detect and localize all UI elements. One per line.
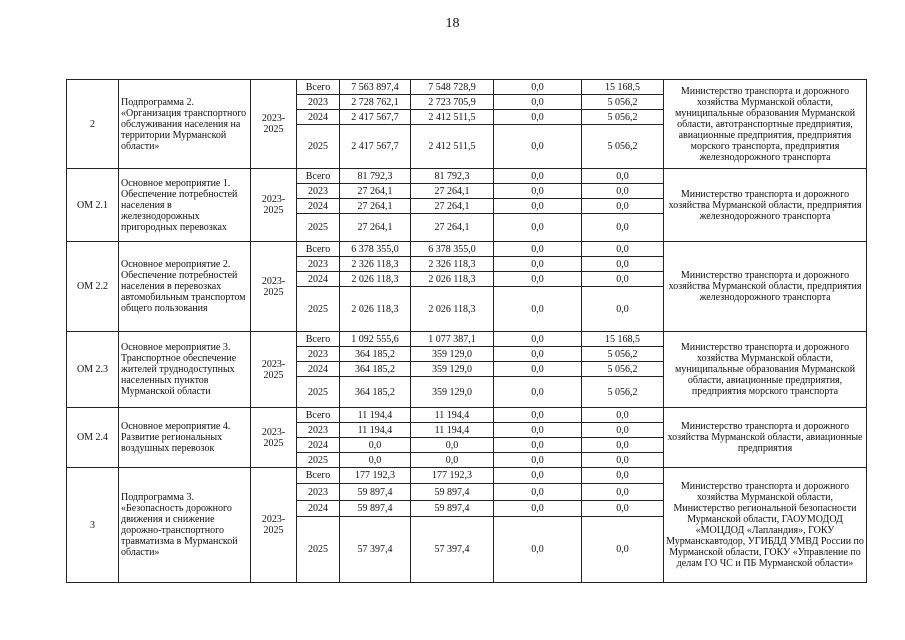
year-cell: Всего <box>297 468 340 484</box>
total-value-cell: 364 185,2 <box>340 347 411 362</box>
row-period: 2023-2025 <box>251 80 297 169</box>
regional-value-cell: 1 077 387,1 <box>411 332 494 347</box>
year-cell: 2025 <box>297 125 340 169</box>
total-value-cell: 59 897,4 <box>340 484 411 501</box>
federal-value-cell: 0,0 <box>494 199 582 214</box>
year-cell: Всего <box>297 242 340 257</box>
total-value-cell: 57 397,4 <box>340 517 411 583</box>
federal-value-cell: 0,0 <box>494 272 582 287</box>
local-value-cell: 5 056,2 <box>582 95 664 110</box>
regional-value-cell: 11 194,4 <box>411 423 494 438</box>
federal-value-cell: 0,0 <box>494 501 582 517</box>
federal-value-cell: 0,0 <box>494 453 582 468</box>
year-cell: 2025 <box>297 377 340 408</box>
federal-value-cell: 0,0 <box>494 287 582 332</box>
year-cell: 2025 <box>297 517 340 583</box>
local-value-cell: 0,0 <box>582 484 664 501</box>
total-value-cell: 11 194,4 <box>340 408 411 423</box>
row-code: ОМ 2.3 <box>67 332 119 408</box>
total-value-cell: 177 192,3 <box>340 468 411 484</box>
year-cell: 2025 <box>297 287 340 332</box>
row-period: 2023-2025 <box>251 242 297 332</box>
local-value-cell: 15 168,5 <box>582 332 664 347</box>
row-code: ОМ 2.4 <box>67 408 119 468</box>
federal-value-cell: 0,0 <box>494 347 582 362</box>
regional-value-cell: 59 897,4 <box>411 501 494 517</box>
federal-value-cell: 0,0 <box>494 95 582 110</box>
budget-table-body <box>67 80 867 583</box>
year-cell: 2025 <box>297 453 340 468</box>
total-value-cell: 0,0 <box>340 438 411 453</box>
table-row <box>67 80 867 95</box>
local-value-cell: 0,0 <box>582 184 664 199</box>
regional-value-cell: 2 723 705,9 <box>411 95 494 110</box>
page-number: 18 <box>445 16 460 31</box>
total-value-cell: 27 264,1 <box>340 199 411 214</box>
local-value-cell: 0,0 <box>582 169 664 184</box>
regional-value-cell: 0,0 <box>411 438 494 453</box>
row-period: 2023-2025 <box>251 169 297 242</box>
year-cell: Всего <box>297 408 340 423</box>
total-value-cell: 364 185,2 <box>340 377 411 408</box>
federal-value-cell: 0,0 <box>494 468 582 484</box>
year-cell: 2024 <box>297 362 340 377</box>
table-row <box>67 332 867 347</box>
year-cell: 2023 <box>297 484 340 501</box>
total-value-cell: 7 563 897,4 <box>340 80 411 95</box>
regional-value-cell: 27 264,1 <box>411 199 494 214</box>
executor-cell: Министерство транспорта и дорожного хозяйства Мурманской области, Министерство региональной безопасности Мурманской области, ГАОУМОДОД «МОЦДОД «Лапландия», ГОКУ Мурманскавтодор, УГИБДД УМВД России по Мурманской области, ГОКУ «Управление по делам ГО ЧС и ПБ Мурманской области» <box>664 468 867 583</box>
total-value-cell: 2 417 567,7 <box>340 125 411 169</box>
executor-cell: Министерство транспорта и дорожного хозяйства Мурманской области, авиационные предприятия <box>664 408 867 468</box>
executor-cell: Министерство транспорта и дорожного хозяйства Мурманской области, муниципальные образования Мурманской области, авиационные предприятия, предприятия морского транспорта <box>664 332 867 408</box>
local-value-cell: 0,0 <box>582 214 664 242</box>
regional-value-cell: 2 026 118,3 <box>411 287 494 332</box>
local-value-cell: 0,0 <box>582 468 664 484</box>
year-cell: 2023 <box>297 347 340 362</box>
total-value-cell: 1 092 555,6 <box>340 332 411 347</box>
executor-cell: Министерство транспорта и дорожного хозяйства Мурманской области, предприятия железнодорожного транспорта <box>664 169 867 242</box>
total-value-cell: 59 897,4 <box>340 501 411 517</box>
regional-value-cell: 11 194,4 <box>411 408 494 423</box>
regional-value-cell: 27 264,1 <box>411 214 494 242</box>
budget-table <box>66 79 867 583</box>
year-cell: 2023 <box>297 184 340 199</box>
year-cell: Всего <box>297 80 340 95</box>
year-cell: 2024 <box>297 272 340 287</box>
year-cell: 2024 <box>297 501 340 517</box>
row-name: Основное мероприятие 2. Обеспечение потребностей населения в перевозках автомобильным транспортом общего пользования <box>119 242 251 332</box>
regional-value-cell: 7 548 728,9 <box>411 80 494 95</box>
local-value-cell: 0,0 <box>582 501 664 517</box>
row-period: 2023-2025 <box>251 468 297 583</box>
year-cell: 2024 <box>297 199 340 214</box>
total-value-cell: 6 378 355,0 <box>340 242 411 257</box>
federal-value-cell: 0,0 <box>494 257 582 272</box>
year-cell: 2023 <box>297 257 340 272</box>
federal-value-cell: 0,0 <box>494 125 582 169</box>
regional-value-cell: 2 326 118,3 <box>411 257 494 272</box>
total-value-cell: 11 194,4 <box>340 423 411 438</box>
regional-value-cell: 59 897,4 <box>411 484 494 501</box>
local-value-cell: 0,0 <box>582 408 664 423</box>
year-cell: 2024 <box>297 110 340 125</box>
year-cell: 2024 <box>297 438 340 453</box>
year-cell: Всего <box>297 169 340 184</box>
total-value-cell: 364 185,2 <box>340 362 411 377</box>
executor-cell: Министерство транспорта и дорожного хозяйства Мурманской области, муниципальные образования Мурманской области, автотранспортные предприятия, авиационные предприятия, предприятия морского транспорта, предприятия железнодорожного транспорта <box>664 80 867 169</box>
year-cell: 2025 <box>297 214 340 242</box>
local-value-cell: 0,0 <box>582 438 664 453</box>
year-cell: 2023 <box>297 95 340 110</box>
local-value-cell: 0,0 <box>582 517 664 583</box>
federal-value-cell: 0,0 <box>494 484 582 501</box>
local-value-cell: 0,0 <box>582 453 664 468</box>
local-value-cell: 0,0 <box>582 199 664 214</box>
regional-value-cell: 81 792,3 <box>411 169 494 184</box>
regional-value-cell: 0,0 <box>411 453 494 468</box>
federal-value-cell: 0,0 <box>494 408 582 423</box>
local-value-cell: 5 056,2 <box>582 377 664 408</box>
local-value-cell: 0,0 <box>582 242 664 257</box>
federal-value-cell: 0,0 <box>494 362 582 377</box>
executor-cell: Министерство транспорта и дорожного хозяйства Мурманской области, предприятия железнодорожного транспорта <box>664 242 867 332</box>
regional-value-cell: 359 129,0 <box>411 347 494 362</box>
row-name: Основное мероприятие 4. Развитие региональных воздушных перевозок <box>119 408 251 468</box>
row-name: Основное мероприятие 3. Транспортное обеспечение жителей труднодоступных населенных пунктов Мурманской области <box>119 332 251 408</box>
total-value-cell: 27 264,1 <box>340 184 411 199</box>
row-code: ОМ 2.1 <box>67 169 119 242</box>
federal-value-cell: 0,0 <box>494 184 582 199</box>
federal-value-cell: 0,0 <box>494 169 582 184</box>
row-name: Подпрограмма 2. «Организация транспортного обслуживания населения на территории Мурманской области» <box>119 80 251 169</box>
regional-value-cell: 2 412 511,5 <box>411 125 494 169</box>
federal-value-cell: 0,0 <box>494 80 582 95</box>
federal-value-cell: 0,0 <box>494 377 582 408</box>
federal-value-cell: 0,0 <box>494 423 582 438</box>
federal-value-cell: 0,0 <box>494 110 582 125</box>
local-value-cell: 0,0 <box>582 272 664 287</box>
federal-value-cell: 0,0 <box>494 332 582 347</box>
row-code: 3 <box>67 468 119 583</box>
year-cell: 2023 <box>297 423 340 438</box>
row-code: 2 <box>67 80 119 169</box>
regional-value-cell: 177 192,3 <box>411 468 494 484</box>
federal-value-cell: 0,0 <box>494 438 582 453</box>
regional-value-cell: 27 264,1 <box>411 184 494 199</box>
local-value-cell: 0,0 <box>582 257 664 272</box>
total-value-cell: 2 026 118,3 <box>340 287 411 332</box>
total-value-cell: 2 326 118,3 <box>340 257 411 272</box>
table-row <box>67 169 867 184</box>
local-value-cell: 5 056,2 <box>582 347 664 362</box>
total-value-cell: 2 417 567,7 <box>340 110 411 125</box>
local-value-cell: 5 056,2 <box>582 125 664 169</box>
table-row <box>67 468 867 484</box>
local-value-cell: 5 056,2 <box>582 110 664 125</box>
total-value-cell: 2 026 118,3 <box>340 272 411 287</box>
regional-value-cell: 57 397,4 <box>411 517 494 583</box>
federal-value-cell: 0,0 <box>494 214 582 242</box>
table-row <box>67 408 867 423</box>
row-period: 2023-2025 <box>251 408 297 468</box>
federal-value-cell: 0,0 <box>494 517 582 583</box>
local-value-cell: 0,0 <box>582 423 664 438</box>
local-value-cell: 5 056,2 <box>582 362 664 377</box>
year-cell: Всего <box>297 332 340 347</box>
row-name: Основное мероприятие 1. Обеспечение потребностей населения в железнодорожных пригородных перевозках <box>119 169 251 242</box>
row-period: 2023-2025 <box>251 332 297 408</box>
total-value-cell: 0,0 <box>340 453 411 468</box>
regional-value-cell: 359 129,0 <box>411 362 494 377</box>
total-value-cell: 27 264,1 <box>340 214 411 242</box>
total-value-cell: 81 792,3 <box>340 169 411 184</box>
row-name: Подпрограмма 3. «Безопасность дорожного движения и снижение дорожно-транспортного травматизма в Мурманской области» <box>119 468 251 583</box>
row-code: ОМ 2.2 <box>67 242 119 332</box>
table-row <box>67 242 867 257</box>
regional-value-cell: 2 026 118,3 <box>411 272 494 287</box>
regional-value-cell: 359 129,0 <box>411 377 494 408</box>
regional-value-cell: 2 412 511,5 <box>411 110 494 125</box>
local-value-cell: 0,0 <box>582 287 664 332</box>
total-value-cell: 2 728 762,1 <box>340 95 411 110</box>
federal-value-cell: 0,0 <box>494 242 582 257</box>
regional-value-cell: 6 378 355,0 <box>411 242 494 257</box>
local-value-cell: 15 168,5 <box>582 80 664 95</box>
